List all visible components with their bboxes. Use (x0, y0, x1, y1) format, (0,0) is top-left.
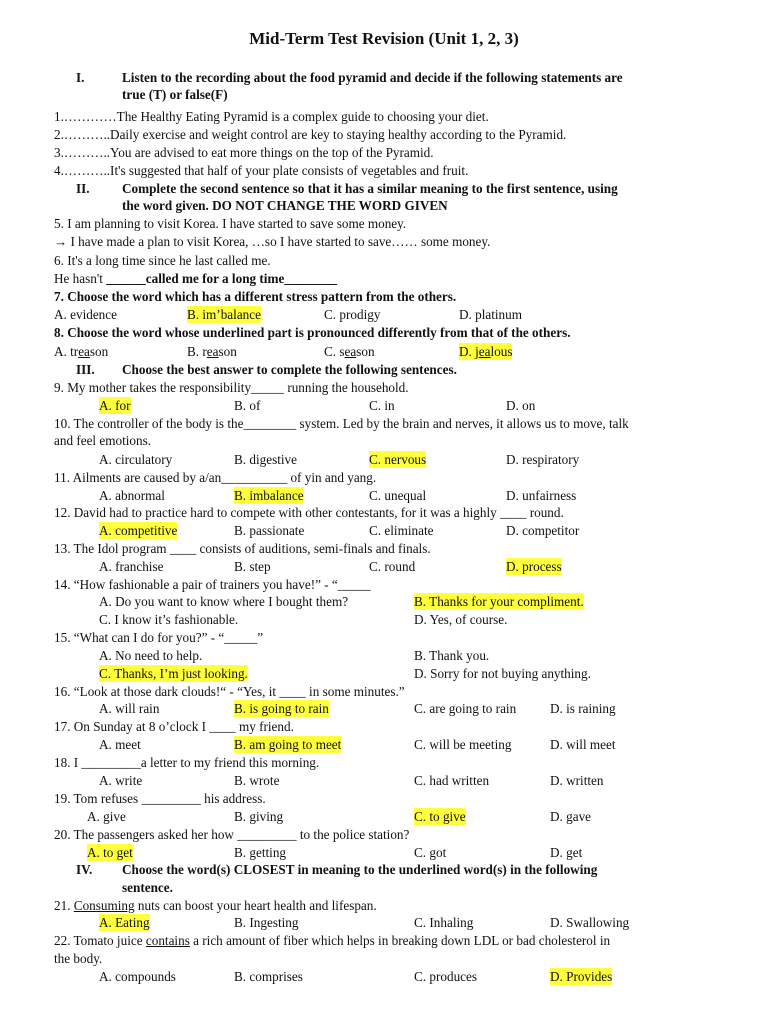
section-2-heading-line2: the word given. DO NOT CHANGE THE WORD GIVEN (122, 198, 448, 213)
statement-4: 4.………..It's suggested that half of your plate consists of vegetables and fruit. (54, 163, 469, 178)
q18-option-d: D. written (550, 773, 604, 788)
q8-option-a: A. treason (54, 344, 109, 359)
section-2-heading: Complete the second sentence so that it has a similar meaning to the first sentence, using (122, 181, 618, 196)
q14-option-c: C. I know it’s fashionable. (99, 612, 239, 627)
q22-option-d: D. Provides (550, 969, 613, 984)
q20-option-a: A. to get (87, 845, 133, 860)
question-6-answer: He hasn't ______called me for a long time________ (54, 271, 338, 286)
q22-option-b: B. comprises (234, 969, 303, 984)
question-9: 9. My mother takes the responsibility_____ running the household. (54, 380, 409, 395)
q14-option-a: A. Do you want to know where I bought them? (99, 594, 349, 609)
q11-option-a: A. abnormal (99, 488, 165, 503)
question-22-line2: the body. (54, 951, 103, 966)
q10-option-a: A. circulatory (99, 452, 173, 467)
q19-option-a: A. give (87, 809, 126, 824)
q15-option-a: A. No need to help. (99, 648, 203, 663)
question-5-answer: → I have made a plan to visit Korea, …so I have started to save…… some money. (54, 234, 491, 249)
question-7: 7. Choose the word which has a different stress pattern from the others. (54, 289, 457, 304)
question-13: 13. The Idol program ____ consists of auditions, semi-finals and finals. (54, 541, 431, 556)
q21-option-c: C. Inhaling (414, 915, 474, 930)
q17-option-b: B. am going to meet (234, 737, 342, 752)
question-21: 21. Consuming nuts can boost your heart health and lifespan. (54, 898, 377, 913)
question-14: 14. “How fashionable a pair of trainers you have!” - “_____ (54, 577, 371, 592)
q7-option-c: C. prodigy (324, 307, 381, 322)
q22-option-c: C. produces (414, 969, 477, 984)
q16-option-a: A. will rain (99, 701, 160, 716)
q10-option-c: C. nervous (369, 452, 427, 467)
q12-option-d: D. competitor (506, 523, 580, 538)
page-title: Mid-Term Test Revision (Unit 1, 2, 3) (249, 29, 519, 48)
question-8: 8. Choose the word whose underlined part is pronounced differently from that of the others. (54, 325, 571, 340)
q7-option-b: B. im’balance (187, 307, 261, 322)
q13-option-b: B. step (234, 559, 271, 574)
q16-option-b: B. is going to rain (234, 701, 329, 716)
q14-option-b: B. Thanks for your compliment. (414, 594, 584, 609)
statement-3: 3.………..You are advised to eat more things on the top of the Pyramid. (54, 145, 434, 160)
question-22: 22. Tomato juice contains a rich amount of fiber which helps in breaking down LDL or bad cholesterol in (54, 933, 611, 948)
q12-option-b: B. passionate (234, 523, 305, 538)
question-11: 11. Ailments are caused by a/an__________ of yin and yang. (54, 470, 377, 485)
q19-option-d: D. gave (550, 809, 592, 824)
q11-option-d: D. unfairness (506, 488, 577, 503)
q17-option-c: C. will be meeting (414, 737, 512, 752)
q20-option-d: D. get (550, 845, 583, 860)
q17-option-d: D. will meet (550, 737, 616, 752)
q14-option-d: D. Yes, of course. (414, 612, 508, 627)
question-12: 12. David had to practice hard to compete with other contestants, for it was a highly ____ round. (54, 505, 564, 520)
question-16: 16. “Look at those dark clouds!“ - “Yes, it ____ in some minutes.” (54, 684, 405, 699)
q13-option-d: D. process (506, 559, 562, 574)
q19-option-c: C. to give (414, 809, 466, 824)
q8-option-d: D. jealous (459, 344, 513, 359)
question-10-line2: and feel emotions. (54, 433, 152, 448)
q21-option-b: B. Ingesting (234, 915, 299, 930)
section-4-heading-line2: sentence. (122, 880, 173, 895)
q10-option-d: D. respiratory (506, 452, 580, 467)
statement-1: 1.…………The Healthy Eating Pyramid is a complex guide to choosing your diet. (54, 109, 489, 124)
question-6: 6. It's a long time since he last called me. (54, 253, 271, 268)
q19-option-b: B. giving (234, 809, 284, 824)
q22-option-a: A. compounds (99, 969, 176, 984)
question-5: 5. I am planning to visit Korea. I have started to save some money. (54, 216, 407, 231)
q18-option-b: B. wrote (234, 773, 280, 788)
q11-option-b: B. imbalance (234, 488, 304, 503)
q12-option-c: C. eliminate (369, 523, 434, 538)
section-2-numeral: II. (76, 181, 90, 196)
section-3-numeral: III. (76, 362, 95, 377)
q9-option-b: B. of (234, 398, 261, 413)
q20-option-c: C. got (414, 845, 447, 860)
q17-option-a: A. meet (99, 737, 141, 752)
question-19: 19. Tom refuses _________ his address. (54, 791, 266, 806)
q7-option-a: A. evidence (54, 307, 117, 322)
q7-option-d: D. platinum (459, 307, 523, 322)
q12-option-a: A. competitive (99, 523, 178, 538)
q16-option-c: C. are going to rain (414, 701, 517, 716)
q9-option-d: D. on (506, 398, 536, 413)
q16-option-d: D. is raining (550, 701, 616, 716)
section-4-heading: Choose the word(s) CLOSEST in meaning to the underlined word(s) in the following (122, 862, 598, 877)
q20-option-b: B. getting (234, 845, 287, 860)
statement-2: 2.………..Daily exercise and weight control are key to staying healthy according to the Pyramid. (54, 127, 567, 142)
q9-option-c: C. in (369, 398, 395, 413)
q13-option-a: A. franchise (99, 559, 164, 574)
q11-option-c: C. unequal (369, 488, 427, 503)
section-3-heading: Choose the best answer to complete the following sentences. (122, 362, 457, 377)
question-15: 15. “What can I do for you?” - “_____” (54, 630, 264, 645)
q8-option-c: C. season (324, 344, 375, 359)
section-4-numeral: IV. (76, 862, 93, 877)
question-20: 20. The passengers asked her how _________ to the police station? (54, 827, 410, 842)
q15-option-c: C. Thanks, I’m just looking. (99, 666, 248, 681)
q13-option-c: C. round (369, 559, 416, 574)
question-17: 17. On Sunday at 8 o’clock I ____ my friend. (54, 719, 294, 734)
q18-option-a: A. write (99, 773, 143, 788)
q18-option-c: C. had written (414, 773, 490, 788)
section-1-heading: Listen to the recording about the food pyramid and decide if the following statements are (122, 70, 623, 85)
question-10: 10. The controller of the body is the________ system. Led by the brain and nerves, it allows us to move, talk (54, 416, 629, 431)
q15-option-b: B. Thank you. (414, 648, 490, 663)
q21-option-a: A. Eating (99, 915, 150, 930)
question-18: 18. I _________a letter to my friend this morning. (54, 755, 320, 770)
q21-option-d: D. Swallowing (550, 915, 630, 930)
q8-option-b: B. reason (187, 344, 237, 359)
q10-option-b: B. digestive (234, 452, 298, 467)
section-1-heading-line2: true (T) or false(F) (122, 87, 228, 102)
section-1-numeral: I. (76, 70, 85, 85)
q9-option-a: A. for (99, 398, 131, 413)
q15-option-d: D. Sorry for not buying anything. (414, 666, 591, 681)
